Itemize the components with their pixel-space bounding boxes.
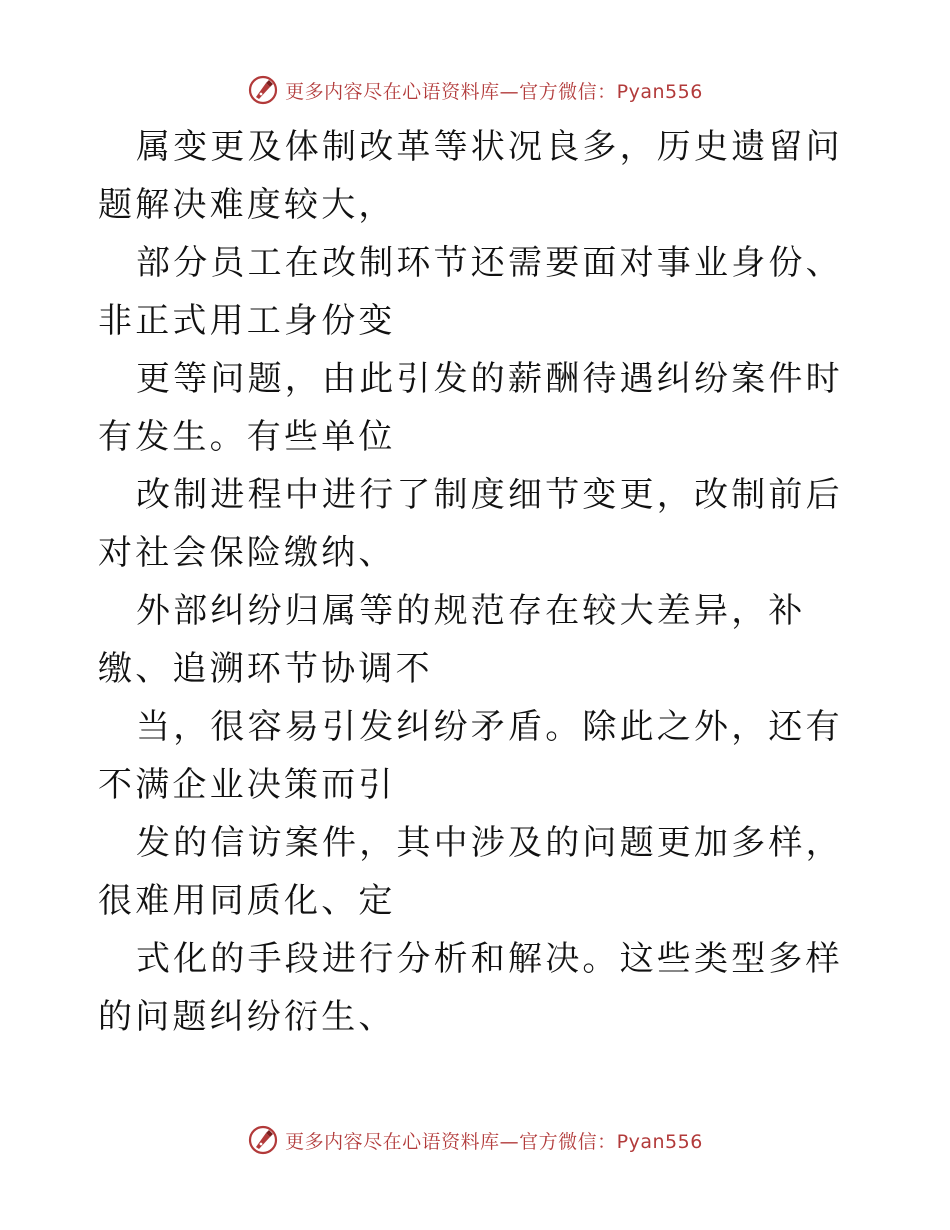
paragraph: 式化的手段进行分析和解决。这些类型多样的问题纠纷衍生、	[98, 939, 843, 1037]
paragraph: 当，很容易引发纠纷矛盾。除此之外，还有不满企业决策而引	[98, 707, 843, 805]
paragraph: 更等问题，由此引发的薪酬待遇纠纷案件时有发生。有些单位	[98, 359, 843, 457]
header-banner-text: 更多内容尽在心语资料库—官方微信：Pyan556	[285, 80, 703, 103]
pen-nib-logo-icon	[247, 1124, 279, 1156]
paragraph: 改制进程中进行了制度细节变更，改制前后对社会保险缴纳、	[98, 475, 843, 573]
footer-banner-text: 更多内容尽在心语资料库—官方微信：Pyan556	[285, 1130, 703, 1153]
paragraph: 发的信访案件，其中涉及的问题更加多样，很难用同质化、定	[98, 823, 843, 921]
pen-nib-logo-icon	[247, 74, 279, 106]
header-banner	[0, 72, 950, 108]
footer-banner	[0, 1122, 950, 1158]
paragraph: 部分员工在改制环节还需要面对事业身份、非正式用工身份变	[98, 243, 843, 341]
document-body	[98, 118, 852, 1046]
paragraph: 外部纠纷归属等的规范存在较大差异，补缴、追溯环节协调不	[98, 591, 806, 689]
paragraph: 属变更及体制改革等状况良多，历史遗留问题解决难度较大，	[98, 127, 843, 225]
